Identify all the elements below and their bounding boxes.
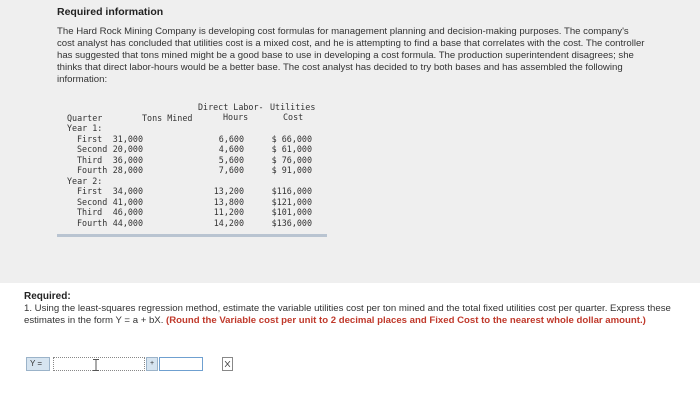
dlh-cell: 11,200 xyxy=(213,207,244,217)
header-direct-labor: Direct Labor- xyxy=(198,102,264,112)
table-row xyxy=(57,186,327,197)
table-row xyxy=(57,197,327,208)
dlh-cell: 6,600 xyxy=(218,133,244,144)
dlh-cell: 14,200 xyxy=(213,217,244,228)
problem-description: The Hard Rock Mining Company is developing cost formulas for management planning and decision-making purposes. The company's cost analyst has concluded that utilities cost is a mixed cost, and he is attempting to find a base that correlates with the cost. The controller has suggested that tons mined might be a good base to use in developing a cost formula. The production superintendent disagrees; she thinks that direct labor-hours would be a better base. The cost analyst has decided to try both bases and has assembled the following information: xyxy=(57,26,645,85)
x-variable-icon xyxy=(222,357,233,371)
tons-cell: 34,000 xyxy=(112,186,143,196)
table-row xyxy=(57,134,327,145)
utilities-cell: $ 91,000 xyxy=(271,165,312,175)
quarter-cell: Second xyxy=(77,144,108,154)
utilities-cell: $136,000 xyxy=(271,217,312,228)
section-title: Required information xyxy=(57,6,164,18)
tons-cell: 31,000 xyxy=(112,133,143,144)
dlh-cell: 7,600 xyxy=(218,165,244,175)
header-quarter: Quarter xyxy=(67,113,103,123)
table-row xyxy=(57,155,327,166)
dlh-cell: 13,800 xyxy=(213,196,244,207)
utilities-cell: $101,000 xyxy=(271,207,312,217)
dlh-cell: 4,600 xyxy=(218,144,244,154)
year-2-label-row xyxy=(57,176,327,187)
answer-row xyxy=(26,357,216,372)
required-instructions xyxy=(24,303,679,327)
plus-label: + xyxy=(146,357,158,371)
table-row xyxy=(57,165,327,176)
year-1-label-row xyxy=(57,123,327,134)
header-cost: Cost xyxy=(283,112,304,122)
header-utilities: Utilities xyxy=(270,102,316,112)
tons-cell: 20,000 xyxy=(112,144,143,154)
required-title: Required: xyxy=(24,291,71,302)
tons-cell: 36,000 xyxy=(112,154,143,165)
header-hours: Hours xyxy=(223,112,249,122)
quarter-cell: First xyxy=(77,186,103,196)
tons-cell: 44,000 xyxy=(112,217,143,228)
table-header xyxy=(57,100,327,124)
table-row xyxy=(57,218,327,229)
rounding-instruction: (Round the Variable cost per unit to 2 decimal places and Fixed Cost to the nearest whole dollar amount.) xyxy=(166,315,646,326)
utilities-cell: $ 61,000 xyxy=(271,144,312,154)
utilities-cell: $ 66,000 xyxy=(271,133,312,144)
dlh-cell: 13,200 xyxy=(213,186,244,196)
utilities-cell: $ 76,000 xyxy=(271,154,312,165)
quarter-cell: Fourth xyxy=(77,217,108,228)
quarter-cell: Second xyxy=(77,196,108,207)
table-row xyxy=(57,144,327,155)
variable-cost-input[interactable] xyxy=(159,357,203,371)
instruction-text: 1. Using the least-squares regression method, estimate the variable utilities cost per ton mined and the total fixed utilities cost per quarter. Express these estimates in the form Y = a + bX. xyxy=(24,303,671,326)
year-2-label: Year 2: xyxy=(67,175,103,186)
tons-cell: 46,000 xyxy=(112,207,143,217)
dlh-cell: 5,600 xyxy=(218,154,244,165)
quarter-cell: Third xyxy=(77,154,103,165)
quarter-cell: Fourth xyxy=(77,165,108,175)
table-row xyxy=(57,207,327,218)
table-bottom-rule xyxy=(57,234,327,237)
quarter-cell: Third xyxy=(77,207,103,217)
header-tons-mined: Tons Mined xyxy=(142,113,193,123)
utilities-cell: $116,000 xyxy=(271,186,312,196)
tons-cell: 41,000 xyxy=(112,196,143,207)
utilities-cell: $121,000 xyxy=(271,196,312,207)
text-cursor-icon xyxy=(92,359,100,371)
year-1-label: Year 1: xyxy=(67,123,103,133)
table-body xyxy=(57,123,327,228)
quarter-cell: First xyxy=(77,133,103,144)
y-equals-label: Y = xyxy=(26,357,50,371)
tons-cell: 28,000 xyxy=(112,165,143,175)
